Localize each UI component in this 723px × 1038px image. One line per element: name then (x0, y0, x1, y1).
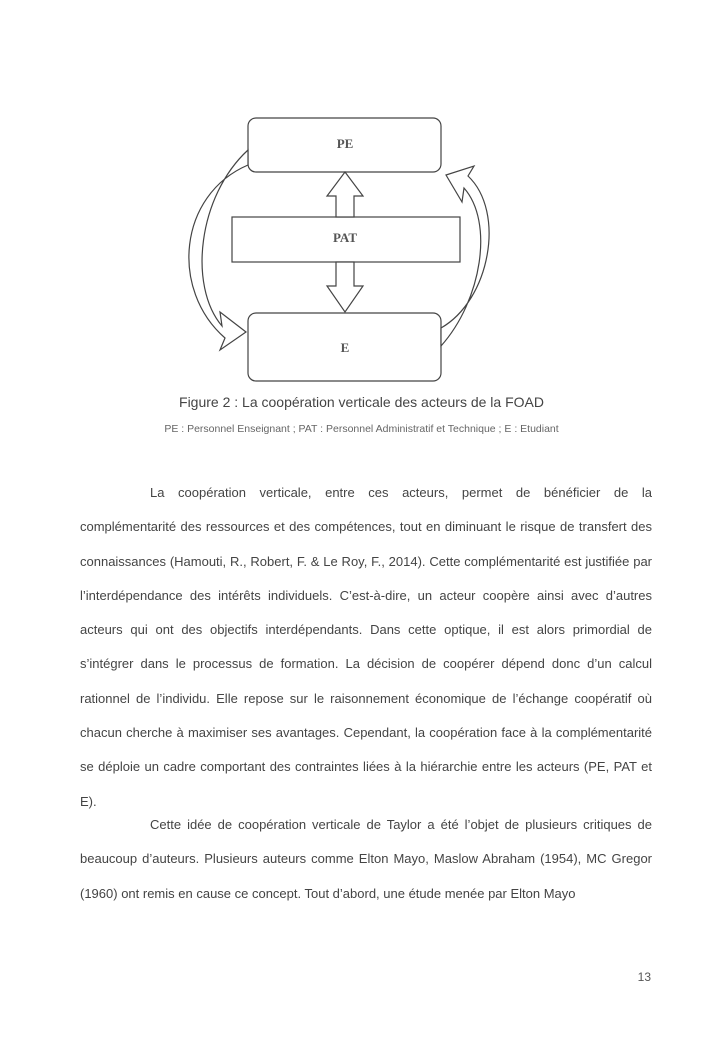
cooperation-diagram (0, 0, 723, 400)
figure-caption: Figure 2 : La coopération verticale des acteurs de la FOAD (179, 394, 544, 410)
down-arrow-icon (327, 262, 363, 312)
paragraph-1: La coopération verticale, entre ces acteurs, permet de bénéficier de la complémentarité des ressources et des compétences, tout en diminuant le risque de transfert des connaissances (Hamouti, R., Robert, F. & Le Roy, F., 2014). Cette complémentarité est justifiée par l’interdépendance des intérêts individuels. C’est-à-dire, un acteur coopère ainsi avec d’autres acteurs qui ont des objectifs interdépendants. Dans cette optique, il est alors primordial de s’intégrer dans le processus de formation. La décision de coopérer dépend donc d’un calcul rationnel de l’individu. Elle repose sur le raisonnement économique de l’échange coopératif où chacun cherche à maximiser ses avantages. Cependant, la coopération face à la complémentarité se déploie un cadre comportant des contraintes liées à la hiérarchie entre les acteurs (PE, PAT et E). (80, 485, 652, 809)
figure-legend: PE : Personnel Enseignant ; PAT : Personnel Administratif et Technique ; E : Etudiant (164, 423, 559, 435)
page-number: 13 (637, 970, 651, 984)
paragraph-2: Cette idée de coopération verticale de Taylor a été l’objet de plusieurs critiques de beaucoup d’auteurs. Plusieurs auteurs comme Elton Mayo, Maslow Abraham (1954), MC Gregor (1960) ont remis en cause ce concept. Tout d’abord, une étude menée par Elton Mayo (80, 817, 652, 901)
box-pe-label: PE (336, 136, 354, 151)
up-arrow-icon (327, 172, 363, 217)
left-curved-arrow-icon (189, 150, 248, 350)
right-curved-arrow-icon (441, 166, 489, 346)
box-pat-label: PAT (332, 230, 358, 245)
paragraph-2-block (80, 808, 652, 911)
box-e-label: E (340, 340, 350, 355)
paragraph-1-block (80, 476, 652, 819)
